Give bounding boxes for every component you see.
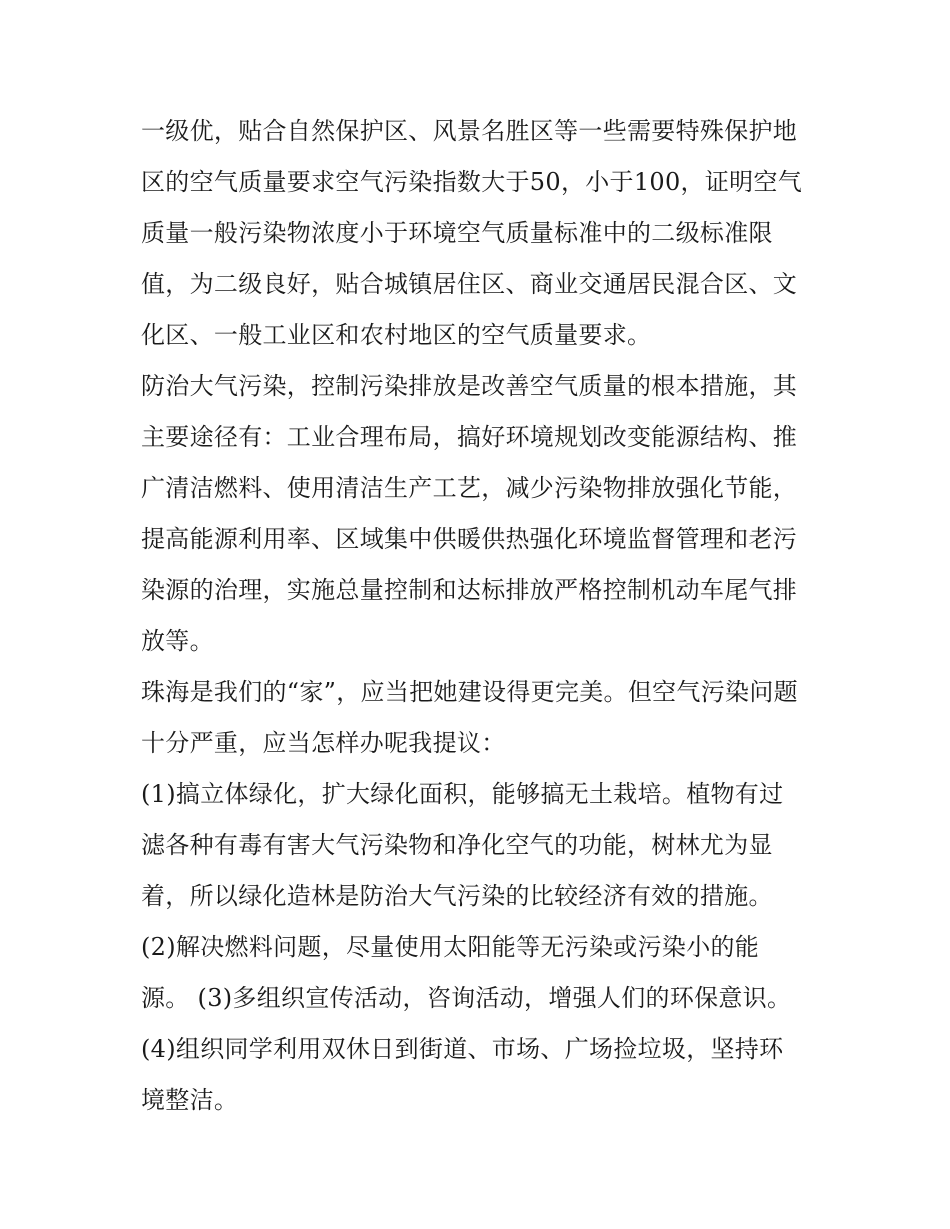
text-line: (4)组织同学利用双休日到街道、市场、广场捡垃圾，坚持环	[141, 1035, 784, 1063]
text-line: 主要途径有：工业合理布局，搞好环境规划改变能源结构、推	[141, 423, 798, 451]
text-line: 境整洁。	[141, 1086, 239, 1114]
text-line: 染源的治理，实施总量控制和达标排放严格控制机动车尾气排	[141, 576, 798, 604]
text-line: 广清洁燃料、使用清洁生产工艺，减少污染物排放强化节能，	[141, 474, 798, 502]
text-line: 放等。	[141, 627, 214, 655]
text-line: 质量一般污染物浓度小于环境空气质量标准中的二级标准限	[141, 219, 773, 247]
text-line: (1)搞立体绿化，扩大绿化面积，能够搞无土栽培。植物有过	[141, 780, 784, 808]
document-body	[141, 106, 813, 1126]
text-line: 化区、一般工业区和农村地区的空气质量要求。	[141, 321, 652, 349]
text-line: 区的空气质量要求空气污染指数大于50，小于100，证明空气	[141, 168, 803, 196]
text-line: 珠海是我们的“家”，应当把她建设得更完美。但空气污染问题	[141, 678, 798, 706]
text-line: 滤各种有毒有害大气污染物和净化空气的功能，树林尤为显	[141, 831, 773, 859]
text-line: 提高能源利用率、区域集中供暖供热强化环境监督管理和老污	[141, 525, 798, 553]
text-line: 一级优，贴合自然保护区、风景名胜区等一些需要特殊保护地	[141, 117, 798, 145]
text-line: 防治大气污染，控制污染排放是改善空气质量的根本措施，其	[141, 372, 798, 400]
text-line: 源。 (3)多组织宣传活动，咨询活动，增强人们的环保意识。	[141, 984, 792, 1012]
text-line: 着，所以绿化造林是防治大气污染的比较经济有效的措施。	[141, 882, 773, 910]
text-line: (2)解决燃料问题，尽量使用太阳能等无污染或污染小的能	[141, 933, 760, 961]
text-line: 值，为二级良好，贴合城镇居住区、商业交通居民混合区、文	[141, 270, 798, 298]
text-line: 十分严重，应当怎样办呢我提议：	[141, 729, 506, 757]
